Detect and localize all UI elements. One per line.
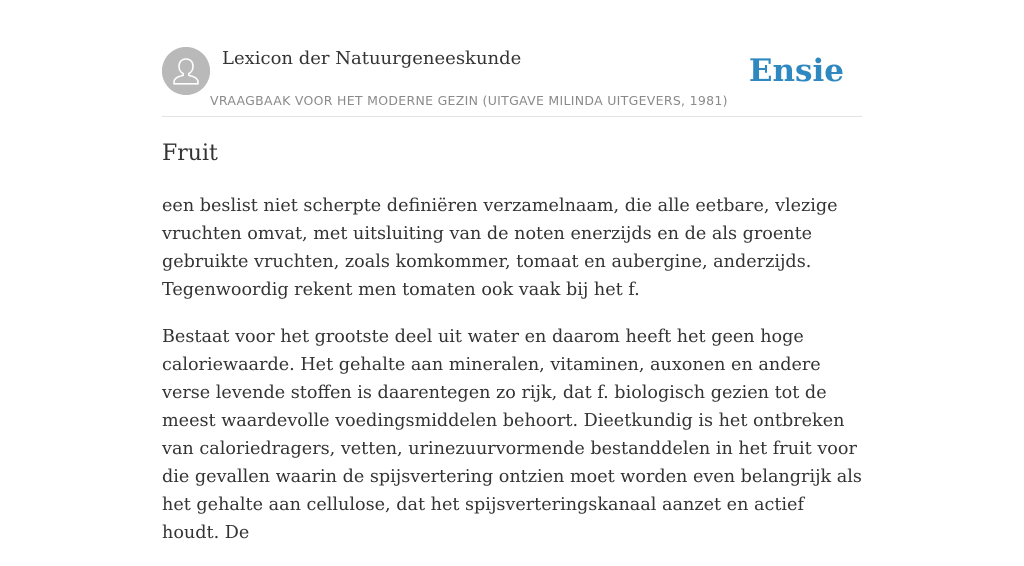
ensie-logo-link[interactable]: Ensie — [748, 53, 844, 89]
entry-paragraph: Bestaat voor het grootste deel uit water en daarom heeft het geen hoge caloriewaarde. Het gehalte aan mineralen, vitaminen, auxonen en andere verse levende stoffen is daarentegen zo rijk, dat f. biologisch gezien tot de meest waardevolle voedingsmiddelen behoort. Dieetkundig is het ontbreken van caloriedragers, vetten, urinezuurvormende bestanddelen in het fruit voor die gevallen waarin de spijsvertering ontzien moet worden even belangrijk als het gehalte aan cellulose, dat het spijsverteringskanaal aanzet en actief houdt. De — [162, 327, 862, 543]
source-title-link[interactable]: Lexicon der Natuurgeneeskunde — [222, 48, 522, 69]
entry-body — [162, 192, 862, 566]
source-subtitle: VRAAGBAAK VOOR HET MODERNE GEZIN (UITGAVE MILINDA UITGEVERS, 1981) — [210, 93, 728, 108]
source-header — [162, 47, 862, 117]
user-silhouette-icon — [162, 47, 210, 95]
entry-paragraph: een beslist niet scherpte definiëren verzamelnaam, die alle eetbare, vlezige vruchten omvat, met uitsluiting van de noten enerzijds en de als groente gebruikte vruchten, zoals komkommer, tomaat en aubergine, anderzijds. Tegenwoordig rekent men tomaten ook vaak bij het f. — [162, 196, 838, 300]
entry-term-title: Fruit — [162, 141, 218, 166]
